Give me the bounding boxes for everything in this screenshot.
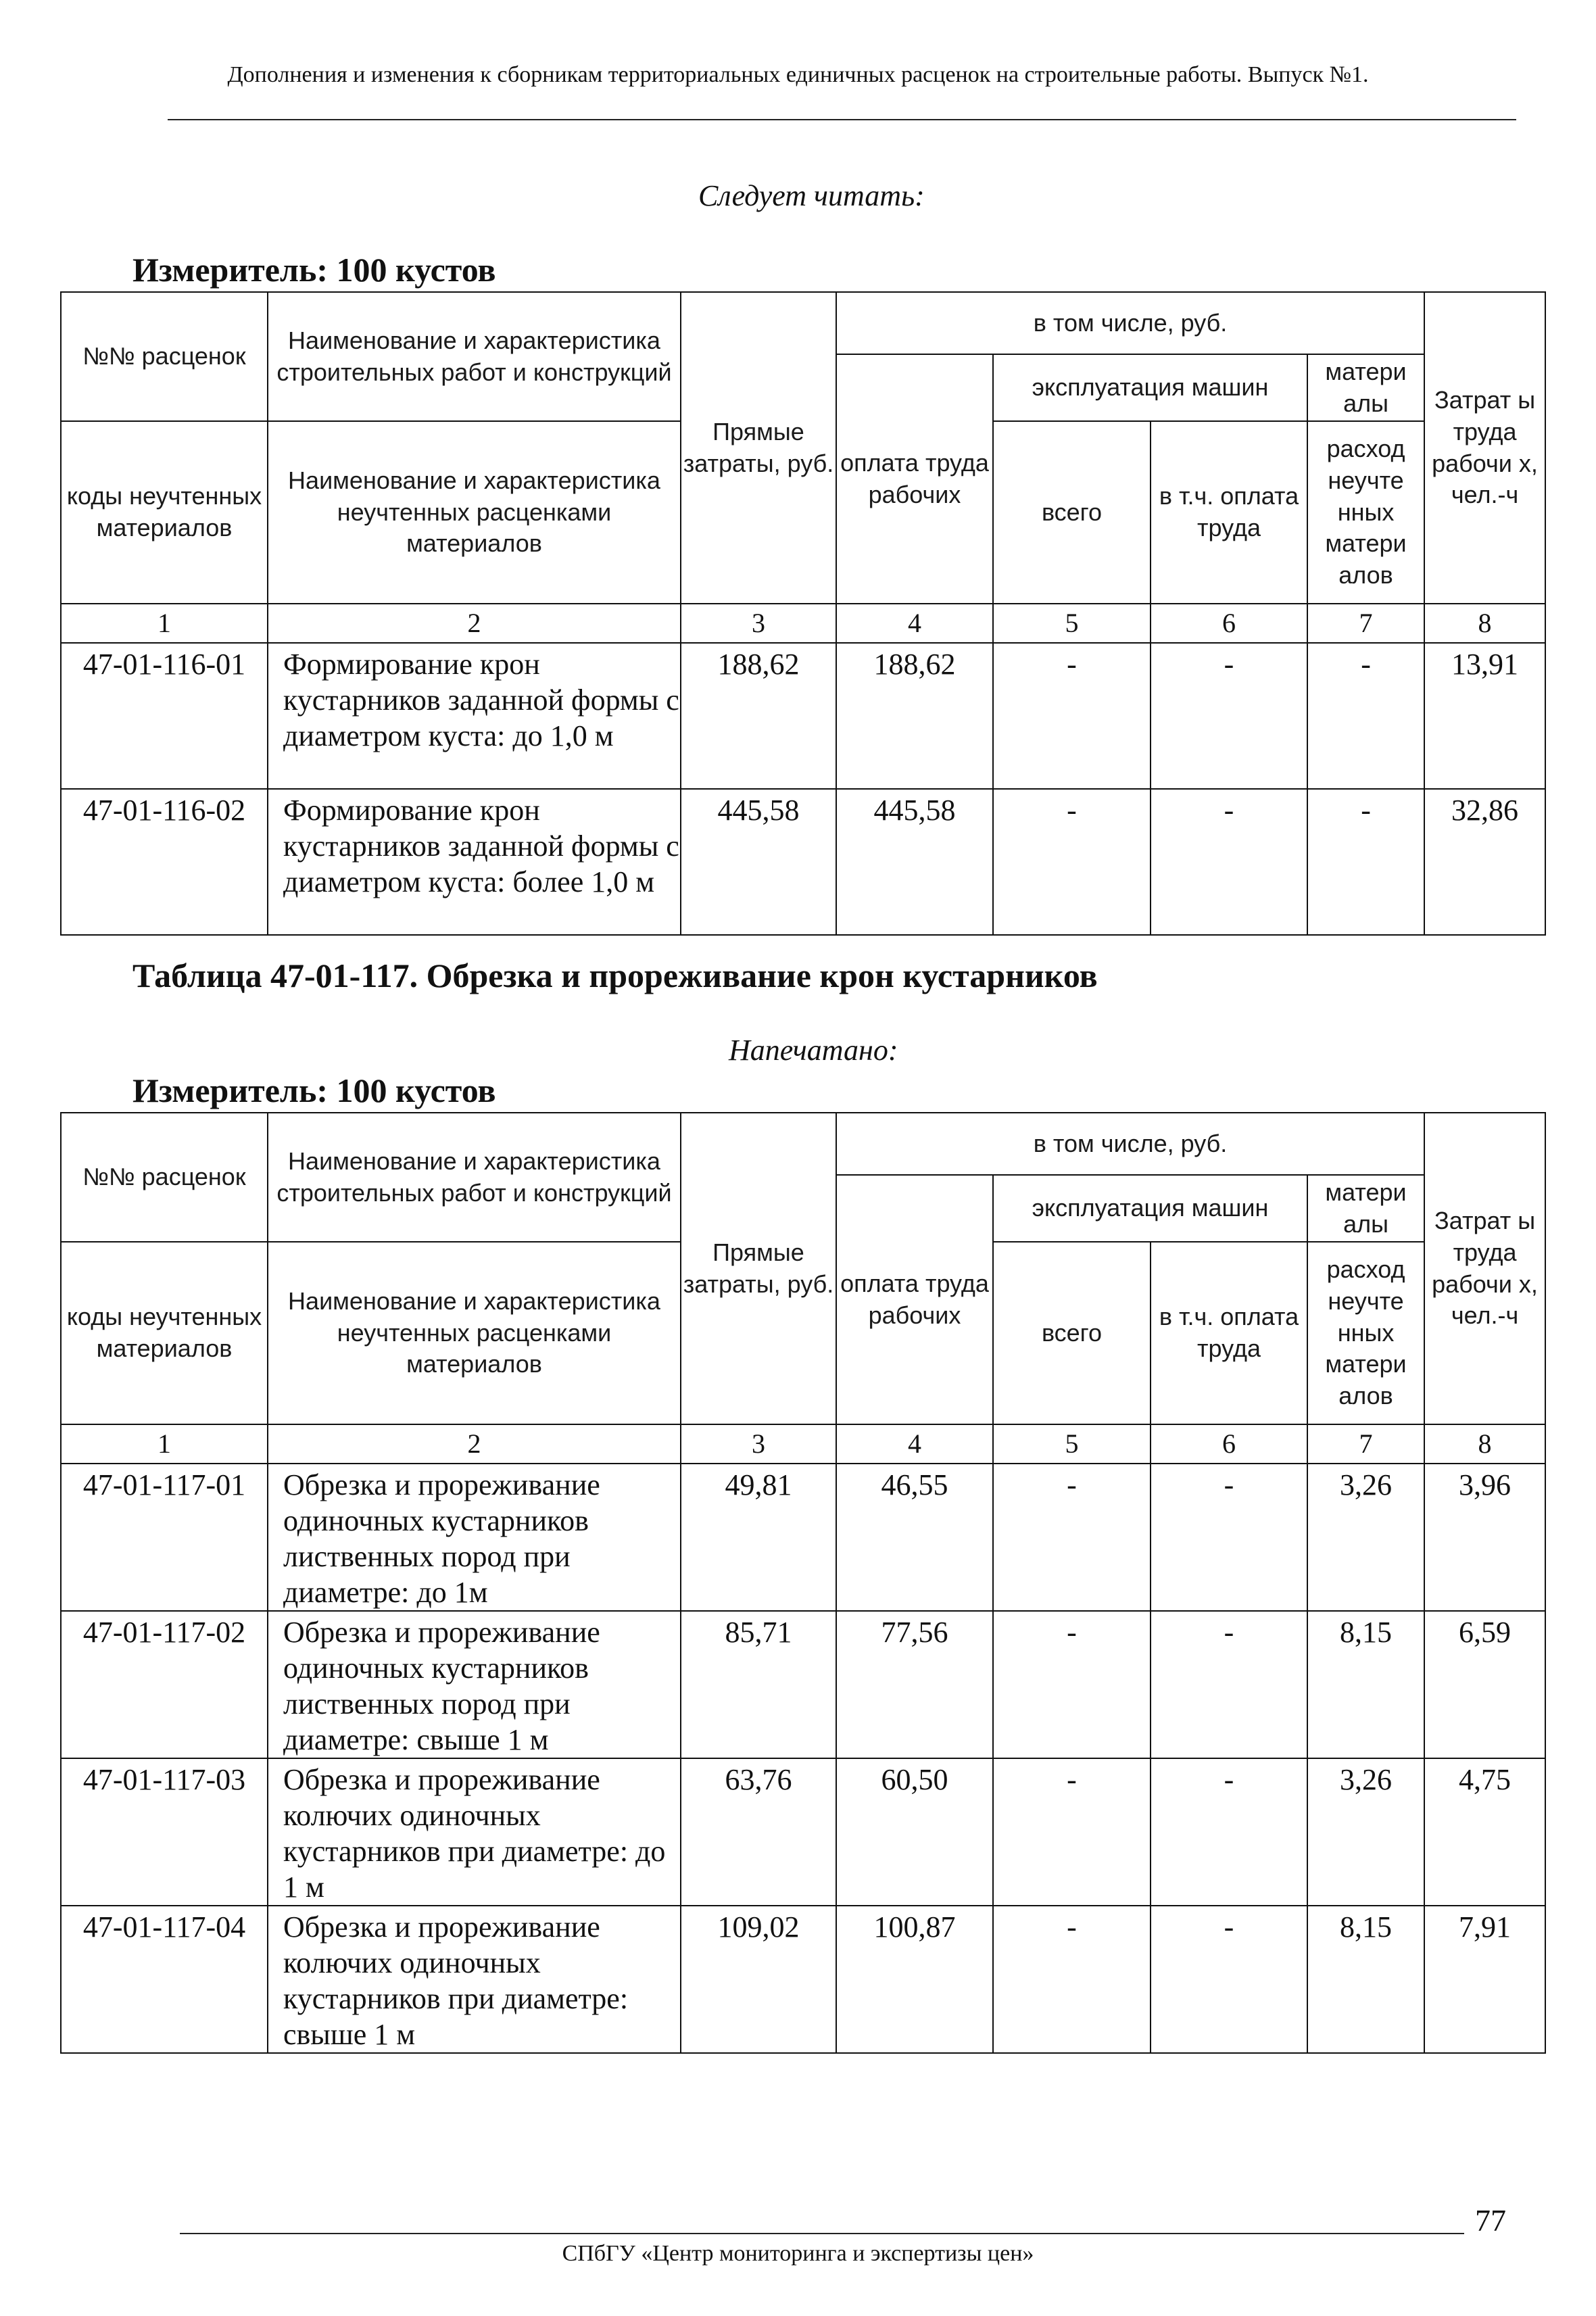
direct-costs: 63,76	[681, 1758, 836, 1906]
machines-wages: -	[1151, 1758, 1307, 1906]
rates-table-corrected	[60, 291, 1546, 936]
col-number: 8	[1424, 604, 1545, 643]
rate-description: Обрезка и прореживание колючих одиночных кустарников при диаметре: до 1 м	[268, 1758, 681, 1906]
th-machines-total: всего	[993, 421, 1151, 604]
wages: 188,62	[836, 643, 993, 789]
direct-costs: 188,62	[681, 643, 836, 789]
machines-total: -	[993, 643, 1151, 789]
header-divider	[168, 119, 1516, 120]
wages: 46,55	[836, 1464, 993, 1611]
col-number: 7	[1307, 1424, 1424, 1464]
col-number: 7	[1307, 604, 1424, 643]
machines-total: -	[993, 1464, 1151, 1611]
table-row	[61, 1464, 1545, 1611]
th-including: в том числе, руб.	[836, 292, 1424, 354]
col-number: 2	[268, 1424, 681, 1464]
table-row	[61, 643, 1545, 789]
th-direct-costs: Прямые затраты, руб.	[681, 292, 836, 604]
th-materials-unaccounted: расход неучте нных матери алов	[1307, 421, 1424, 604]
section1-note: Следует читать:	[698, 179, 925, 212]
rate-code: 47-01-117-03	[61, 1758, 268, 1906]
rate-description: Формирование крон кустарников заданной формы с диаметром куста: до 1,0 м	[268, 643, 681, 789]
th-wages: оплата труда рабочих	[836, 354, 993, 604]
col-number: 6	[1151, 1424, 1307, 1464]
machines-total: -	[993, 789, 1151, 935]
table-row	[61, 789, 1545, 935]
table-row	[61, 1758, 1545, 1906]
th-material-name: Наименование и характеристика неучтенных расценками материалов	[268, 1242, 681, 1424]
machines-wages: -	[1151, 1464, 1307, 1611]
th-wages: оплата труда рабочих	[836, 1175, 993, 1424]
rates-table-printed	[60, 1112, 1546, 2054]
wages: 77,56	[836, 1611, 993, 1758]
rate-code: 47-01-117-04	[61, 1906, 268, 2053]
section1-measure: Измеритель: 100 кустов	[132, 251, 496, 289]
th-materials: матери алы	[1307, 1175, 1424, 1242]
th-including: в том числе, руб.	[836, 1113, 1424, 1175]
direct-costs: 445,58	[681, 789, 836, 935]
th-machines-total: всего	[993, 1242, 1151, 1424]
section2-measure: Измеритель: 100 кустов	[132, 1071, 496, 1109]
col-number: 4	[836, 1424, 993, 1464]
machines-total: -	[993, 1906, 1151, 2053]
wages: 445,58	[836, 789, 993, 935]
table-title: Таблица 47-01-117. Обрезка и прореживание крон кустарников	[132, 957, 1098, 994]
labor: 32,86	[1424, 789, 1545, 935]
rate-description: Обрезка и прореживание колючих одиночных кустарников при диаметре: свыше 1 м	[268, 1906, 681, 2053]
machines-wages: -	[1151, 643, 1307, 789]
direct-costs: 109,02	[681, 1906, 836, 2053]
col-number: 4	[836, 604, 993, 643]
machines-wages: -	[1151, 1611, 1307, 1758]
labor: 6,59	[1424, 1611, 1545, 1758]
wages: 60,50	[836, 1758, 993, 1906]
rate-description: Обрезка и прореживание одиночных кустарников лиственных пород при диаметре: до 1м	[268, 1464, 681, 1611]
th-work-name: Наименование и характеристика строительных работ и конструкций	[268, 292, 681, 421]
rate-code: 47-01-117-01	[61, 1464, 268, 1611]
materials: 8,15	[1307, 1906, 1424, 2053]
th-direct-costs: Прямые затраты, руб.	[681, 1113, 836, 1424]
direct-costs: 49,81	[681, 1464, 836, 1611]
direct-costs: 85,71	[681, 1611, 836, 1758]
th-machines-wages: в т.ч. оплата труда	[1151, 1242, 1307, 1424]
materials: 3,26	[1307, 1464, 1424, 1611]
col-number: 1	[61, 1424, 268, 1464]
th-labor: Затрат ы труда рабочи х, чел.-ч	[1424, 292, 1545, 604]
machines-total: -	[993, 1758, 1151, 1906]
section2-note: Напечатано:	[729, 1034, 898, 1067]
labor: 13,91	[1424, 643, 1545, 789]
labor: 4,75	[1424, 1758, 1545, 1906]
materials: -	[1307, 643, 1424, 789]
rate-code: 47-01-116-01	[61, 643, 268, 789]
th-work-name: Наименование и характеристика строительных работ и конструкций	[268, 1113, 681, 1242]
col-number: 1	[61, 604, 268, 643]
footer-divider	[180, 2233, 1464, 2234]
col-number: 2	[268, 604, 681, 643]
th-materials: матери алы	[1307, 354, 1424, 421]
th-codes: коды неучтенных материалов	[61, 1242, 268, 1424]
th-codes: коды неучтенных материалов	[61, 421, 268, 604]
col-number: 8	[1424, 1424, 1545, 1464]
th-machines: эксплуатация машин	[993, 1175, 1307, 1242]
column-numbers-row	[61, 1424, 1545, 1464]
machines-total: -	[993, 1611, 1151, 1758]
materials: 3,26	[1307, 1758, 1424, 1906]
labor: 7,91	[1424, 1906, 1545, 2053]
rate-description: Формирование крон кустарников заданной формы с диаметром куста: более 1,0 м	[268, 789, 681, 935]
materials: 8,15	[1307, 1611, 1424, 1758]
page-number: 77	[1475, 2203, 1506, 2238]
th-rate-no: №№ расценок	[61, 1113, 268, 1242]
col-number: 5	[993, 1424, 1151, 1464]
col-number: 6	[1151, 604, 1307, 643]
materials: -	[1307, 789, 1424, 935]
table-row	[61, 1906, 1545, 2053]
machines-wages: -	[1151, 789, 1307, 935]
rate-description: Обрезка и прореживание одиночных кустарников лиственных пород при диаметре: свыше 1 м	[268, 1611, 681, 1758]
col-number: 3	[681, 604, 836, 643]
th-material-name: Наименование и характеристика неучтенных расценками материалов	[268, 421, 681, 604]
rate-code: 47-01-117-02	[61, 1611, 268, 1758]
rate-code: 47-01-116-02	[61, 789, 268, 935]
th-machines-wages: в т.ч. оплата труда	[1151, 421, 1307, 604]
labor: 3,96	[1424, 1464, 1545, 1611]
column-numbers-row	[61, 604, 1545, 643]
wages: 100,87	[836, 1906, 993, 2053]
footer-organization: СПбГУ «Центр мониторинга и экспертизы цен»	[562, 2241, 1034, 2266]
th-machines: эксплуатация машин	[993, 354, 1307, 421]
col-number: 3	[681, 1424, 836, 1464]
col-number: 5	[993, 604, 1151, 643]
machines-wages: -	[1151, 1906, 1307, 2053]
table-row	[61, 1611, 1545, 1758]
th-rate-no: №№ расценок	[61, 292, 268, 421]
th-materials-unaccounted: расход неучте нных матери алов	[1307, 1242, 1424, 1424]
th-labor: Затрат ы труда рабочи х, чел.-ч	[1424, 1113, 1545, 1424]
page-header: Дополнения и изменения к сборникам территориальных единичных расценок на строительные работы. Выпуск №1.	[227, 62, 1369, 87]
